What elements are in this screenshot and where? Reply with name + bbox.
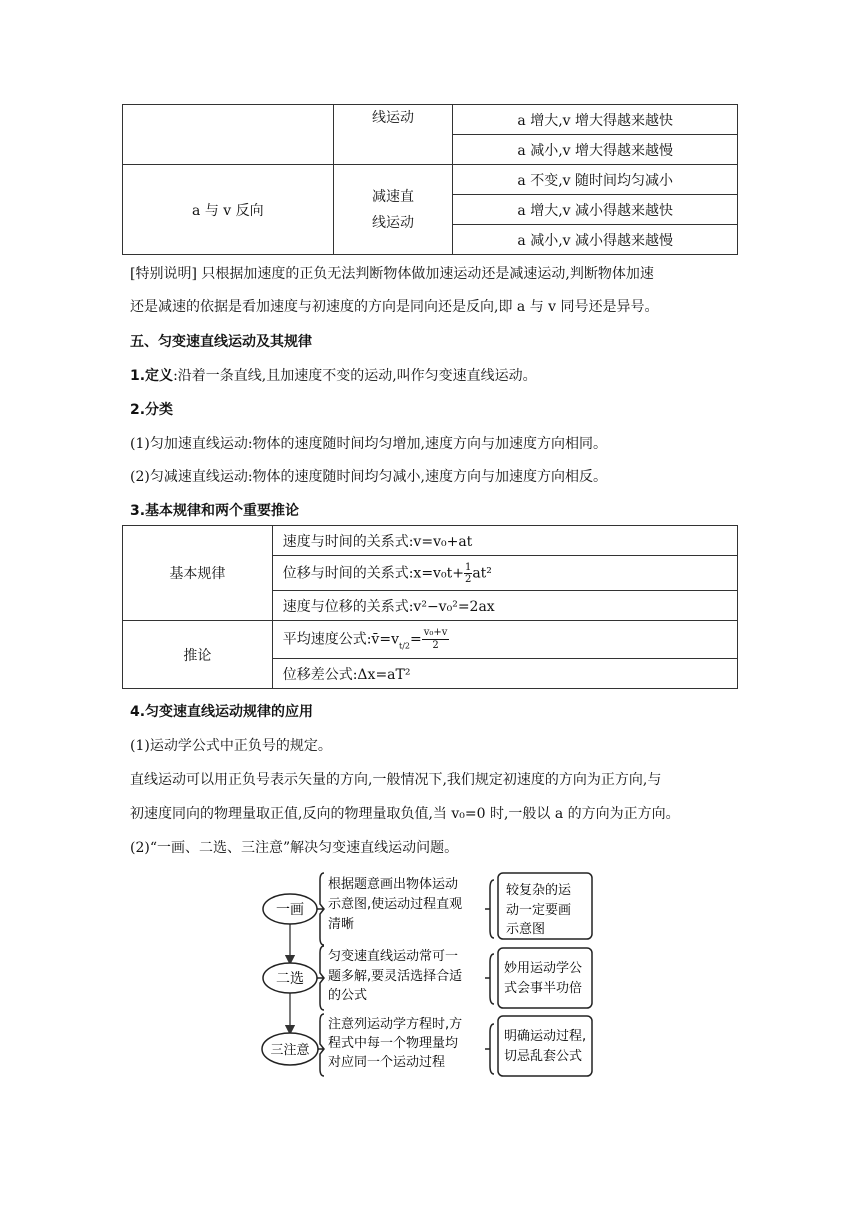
step-two-tip-box (498, 948, 592, 1008)
f4-prefix: 平均速度公式:v̄=v (282, 631, 399, 648)
formula-velocity-displacement: 速度与位移的关系式:v²−v₀²=2ax (272, 591, 737, 621)
step-three-desc-2: 程式中每一个物理量均 (328, 1036, 459, 1051)
table1-row-text: a 不变,v 随时间均匀减小 (453, 165, 738, 195)
step-three-tip-brace (485, 1024, 494, 1074)
classification-1: (1)匀加速直线运动:物体的速度随时间均匀增加,速度方向与加速度方向相同。 (130, 436, 607, 452)
table1-decel-type (333, 165, 453, 255)
step-two-label: 二选 (276, 971, 304, 987)
formula-velocity-time: 速度与时间的关系式:v=v₀+at (272, 526, 737, 556)
step-one-tip-1: 较复杂的运 (506, 883, 572, 898)
f4-fraction (422, 627, 450, 652)
accel-decel-table (122, 104, 738, 255)
step-one-tip-2: 动一定要画 (506, 903, 572, 918)
f4-frac-den: 2 (432, 640, 439, 651)
step-one-tip-3: 示意图 (506, 922, 546, 937)
decel-type-line1: 减速直 (372, 188, 415, 205)
f2-frac-num: 1 (464, 561, 472, 573)
f4-eq: = (409, 631, 422, 648)
inference-label: 推论 (123, 621, 273, 689)
f2-frac-den: 2 (464, 573, 472, 585)
decel-type-line2: 线运动 (372, 214, 415, 231)
step-two-tip-2: 式会事半功倍 (504, 981, 583, 996)
f2-suffix: at² (472, 565, 492, 581)
table1-group-label: a 与 v 反向 (123, 165, 334, 255)
section4-heading: 4.匀变速直线运动规律的应用 (130, 704, 314, 720)
step-two-desc-3: 的公式 (328, 988, 368, 1003)
step-three (262, 1014, 592, 1076)
step-one-desc-2: 示意图,使运动过程直观 (328, 897, 463, 912)
f2-prefix: 位移与时间的关系式:x=v₀t+ (282, 565, 464, 581)
special-note-label: [特别说明] (130, 266, 197, 282)
step-three-tip-box (498, 1016, 592, 1076)
classification-2: (2)匀减速直线运动:物体的速度随时间均匀减小,速度方向与加速度方向相反。 (130, 469, 607, 485)
formulas-table (122, 525, 738, 689)
table1-row-text: a 减小,v 减小得越来越慢 (453, 225, 738, 255)
step-three-brace (318, 1014, 324, 1076)
step-one-brace (317, 873, 324, 945)
definition-line (130, 366, 740, 386)
section5-heading: 五、匀变速直线运动及其规律 (130, 334, 312, 350)
table1-row-text: a 减小,v 增大得越来越慢 (453, 135, 738, 165)
classification-heading: 2.分类 (130, 402, 174, 418)
step-two-tip-brace (485, 954, 494, 1004)
step-three-desc-1: 注意列运动学方程时,方 (328, 1017, 463, 1032)
table1-empty-cell (123, 105, 334, 165)
step-one (263, 873, 592, 945)
f4-frac-num: v₀+v (423, 627, 448, 638)
section4-para-line2: 初速度同向的物理量取正值,反向的物理量取负值,当 v₀=0 时,一般以 a 的方向为正方向。 (130, 806, 680, 822)
step-two-desc-1: 匀变速直线运动常可一 (328, 949, 459, 964)
section4-sub1: (1)运动学公式中正负号的规定。 (130, 738, 332, 754)
basic-laws-label: 基本规律 (123, 526, 273, 621)
step-one-tip-brace (485, 880, 494, 938)
step-two (263, 946, 592, 1010)
definition-label: 1.定义 (130, 368, 174, 384)
table1-row-text: a 增大,v 减小得越来越快 (453, 195, 738, 225)
step-three-tip-2: 切忌乱套公式 (504, 1049, 583, 1064)
special-note-text1: 只根据加速度的正负无法判断物体做加速运动还是减速运动,判断物体加速 (196, 266, 654, 282)
table1-row-text: a 增大,v 增大得越来越快 (453, 105, 738, 135)
section4-sub2: (2)“一画、二选、三注意”解决匀变速直线运动问题。 (130, 840, 459, 856)
formula-displacement-time (272, 556, 737, 591)
three-step-flow-diagram (260, 868, 600, 1078)
step-two-brace (317, 946, 324, 1010)
step-two-desc-2: 题多解,要灵活选择合适 (328, 969, 463, 984)
table1-accel-type: 线运动 (333, 105, 453, 165)
definition-text: :沿着一条直线,且加速度不变的运动,叫作匀变速直线运动。 (173, 368, 537, 384)
step-three-label: 三注意 (270, 1043, 310, 1058)
step-three-desc-3: 对应同一个运动过程 (328, 1055, 446, 1070)
formula-average-velocity (272, 621, 737, 659)
formula-displacement-difference: 位移差公式:Δx=aT² (272, 659, 737, 689)
step-one-desc-1: 根据题意画出物体运动 (328, 877, 459, 892)
section4-para-line1: 直线运动可以用正负号表示矢量的方向,一般情况下,我们规定初速度的方向为正方向,与 (130, 772, 662, 788)
step-one-desc-3: 清晰 (328, 917, 355, 932)
step-three-tip-1: 明确运动过程, (504, 1029, 587, 1044)
special-note-line2: 还是减速的依据是看加速度与初速度的方向是同向还是反向,即 a 与 v 同号还是异号。 (130, 299, 659, 315)
step-one-label: 一画 (276, 902, 304, 918)
step-two-tip-1: 妙用运动学公 (504, 961, 583, 976)
f4-subscript: t/2 (398, 641, 410, 651)
special-note-line1 (130, 264, 740, 284)
laws-heading: 3.基本规律和两个重要推论 (130, 503, 300, 519)
